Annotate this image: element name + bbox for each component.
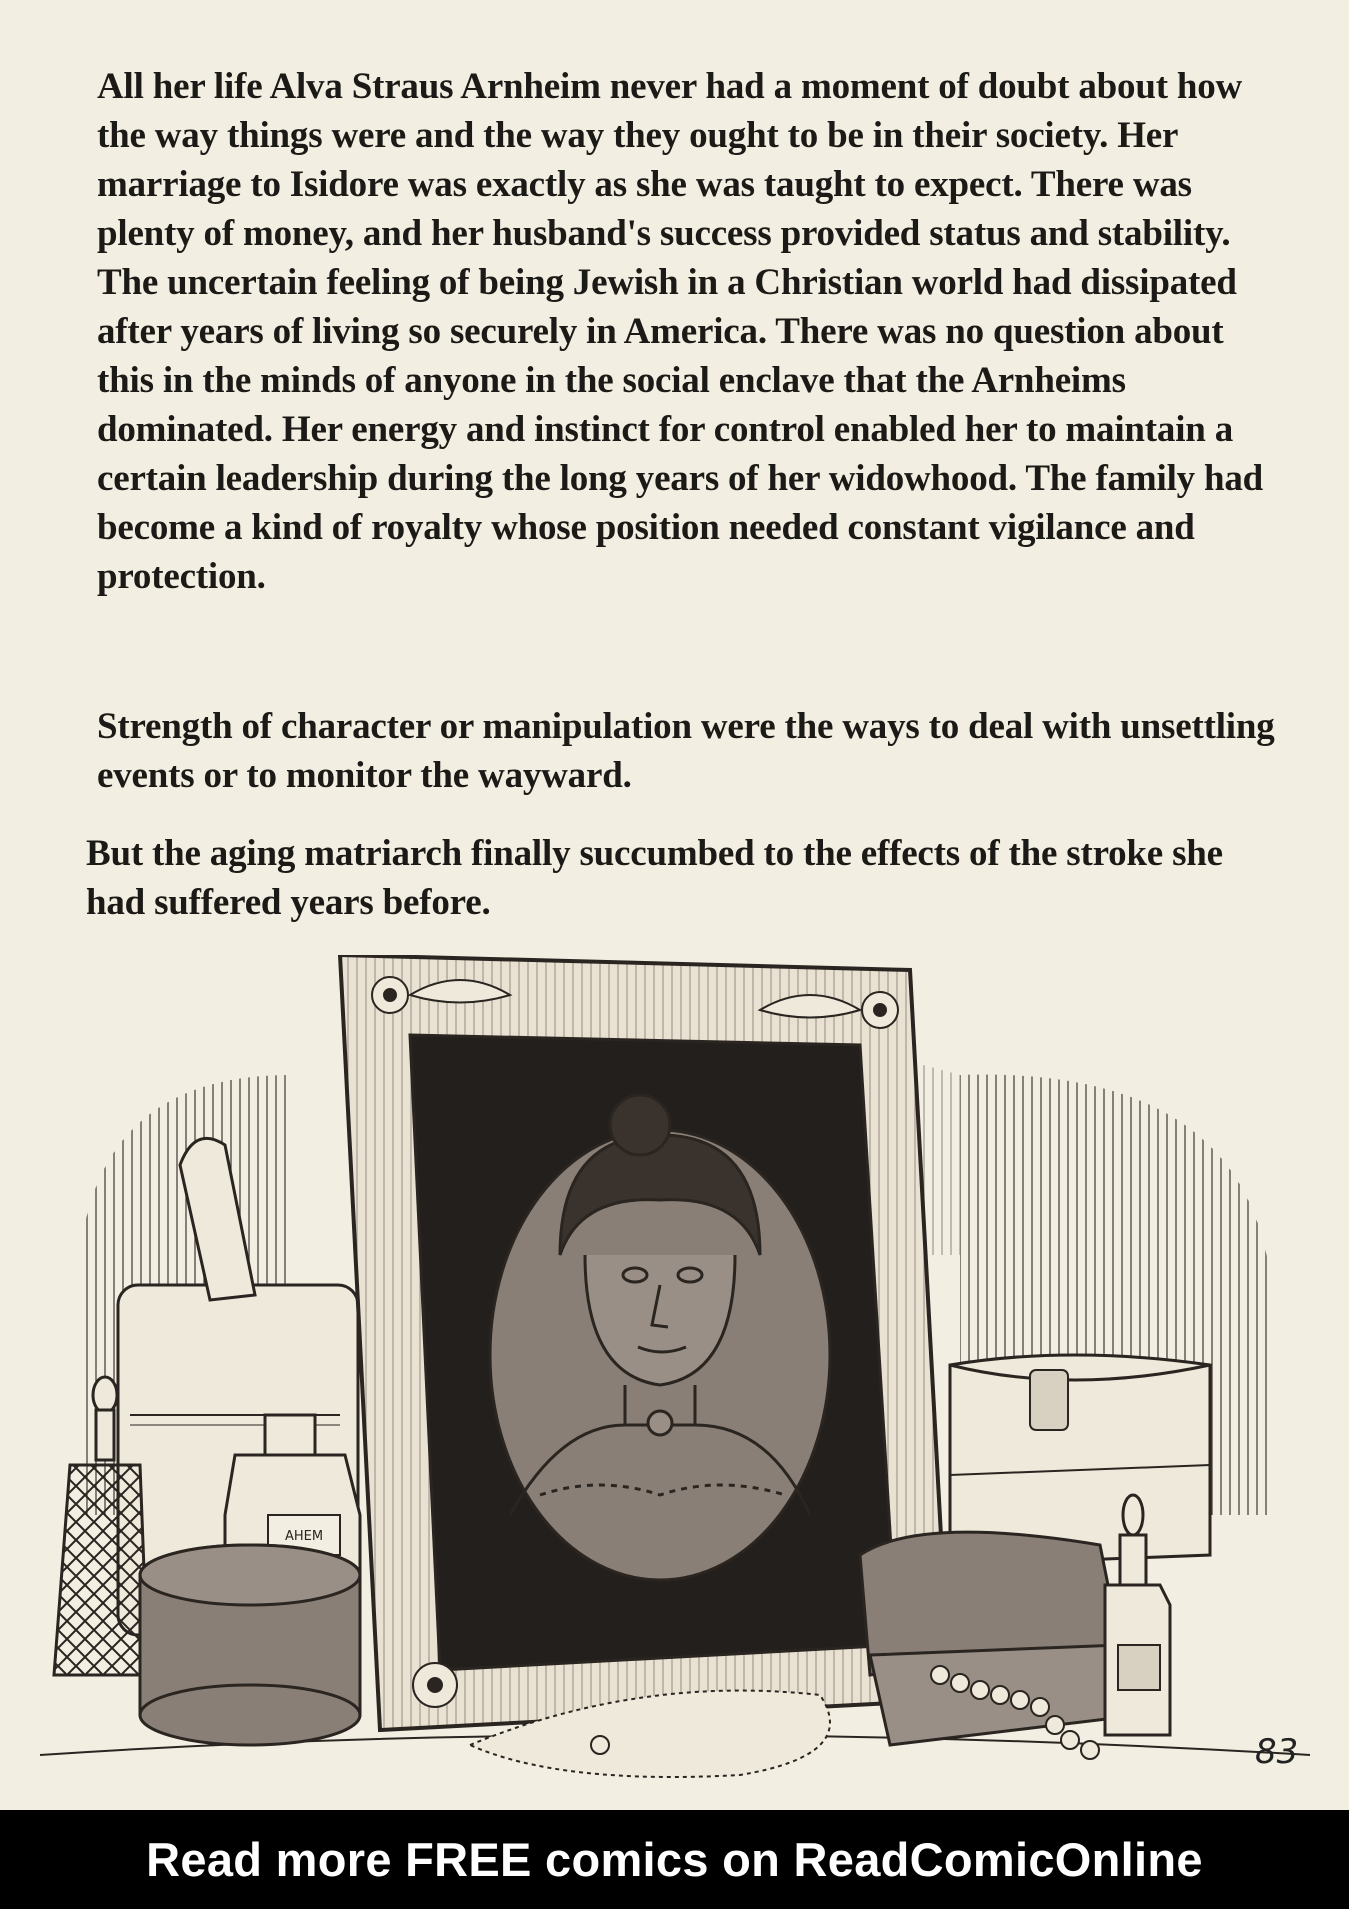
vanity-still-life-illustration	[40, 955, 1310, 1785]
bottle-label: AHEM	[284, 1529, 324, 1544]
pearl-jewelry-case	[860, 1532, 1140, 1759]
narration-paragraph-3: But the aging matriarch finally succumbed to the effects of the stroke she had suffered years before.	[86, 833, 1223, 923]
loose-pearl	[591, 1736, 609, 1754]
narration-paragraph-1: All her life Alva Straus Arnheim never had a moment of doubt about how the way things were and the way they ought to be in their society. Her marriage to Isidore was exactly as she was taught to expect. There was plenty of money, and her husband's success provided status and stability. The uncertain feeling of being Jewish in a Christian world had dissipated after years of living so securely in America. There was no question about this in the minds of anyone in the social enclave that the Arnheims dominated. Her energy and instinct for control enabled her to maintain a certain leadership during the long years of her widowhood. The family had become a kind of royalty whose position needed constant vigilance and protection.	[97, 66, 1264, 597]
portrait-frame	[340, 955, 950, 1730]
powder-box	[140, 1545, 360, 1745]
page-number: 83	[1255, 1732, 1299, 1772]
narration-paragraph-2: Strength of character or manipulation were the ways to deal with unsettling events or to monitor the wayward.	[97, 706, 1275, 796]
table-flower	[413, 1663, 457, 1707]
promo-banner-text[interactable]: Read more FREE comics on ReadComicOnline	[146, 1833, 1203, 1886]
promo-banner[interactable]	[0, 1810, 1349, 1909]
